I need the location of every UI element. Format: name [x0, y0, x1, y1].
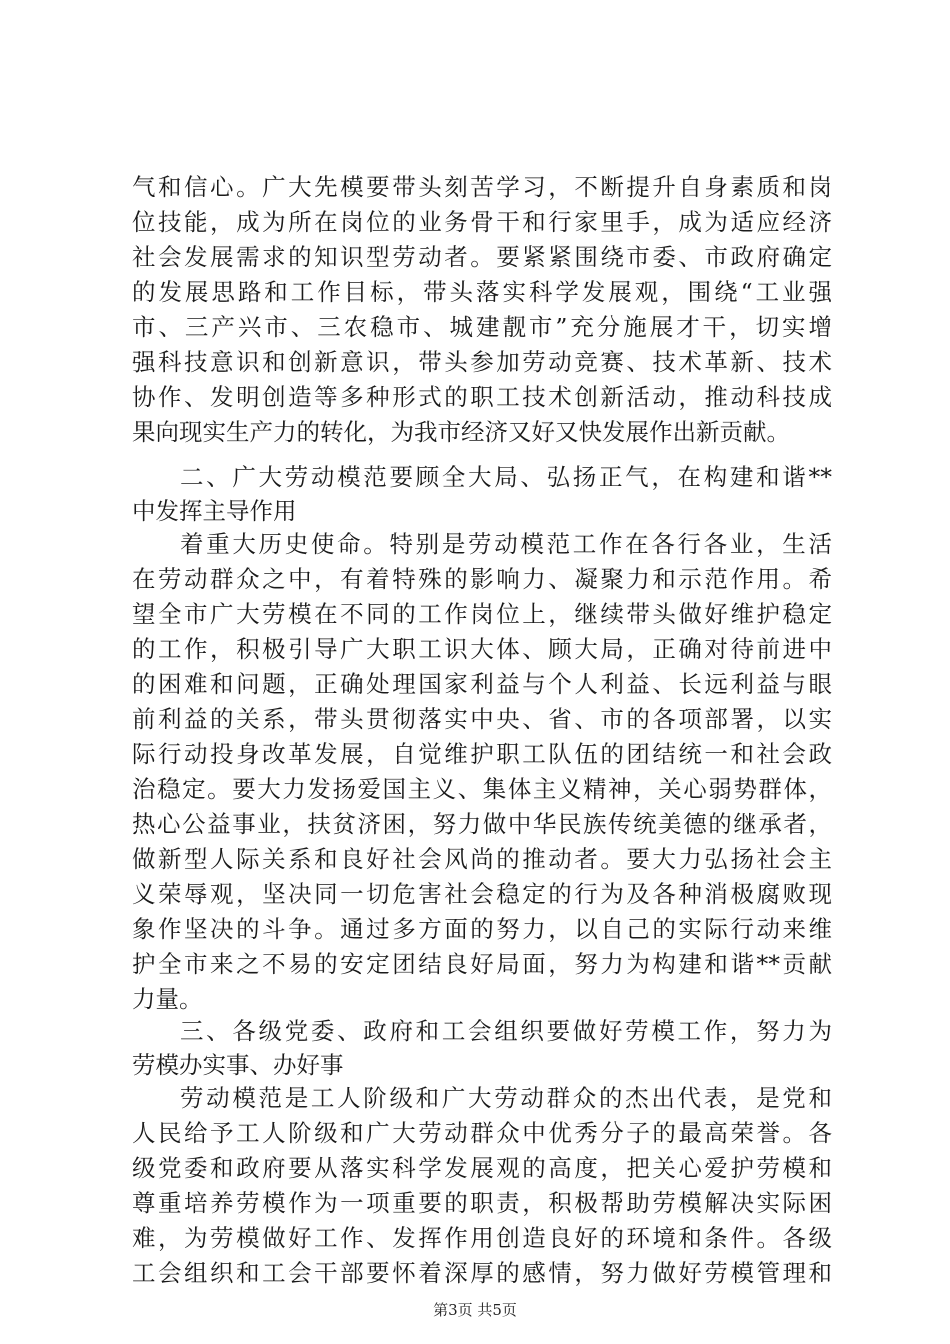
paragraph-line: 级党委和政府要从落实科学发展观的高度，把关心爱护劳模和	[132, 1154, 832, 1182]
paragraph-line: 果向现实生产力的转化，为我市经济又好又快发展作出新贡献。	[132, 418, 790, 446]
paragraph-line: 护全市来之不易的安定团结良好局面，努力为构建和谐**贡献	[132, 950, 832, 978]
paragraph-line: 劳动模范是工人阶级和广大劳动群众的杰出代表，是党和	[180, 1084, 832, 1112]
paragraph-line: 的困难和问题，正确处理国家利益与个人利益、长远利益与眼	[132, 670, 832, 698]
paragraph-line: 热心公益事业，扶贫济困，努力做中华民族传统美德的继承者，	[132, 810, 832, 838]
paragraph-line: 市、三产兴市、三农稳市、城建靓市”充分施展才干，切实增	[132, 313, 832, 341]
section-heading-line: 二、广大劳动模范要顾全大局、弘扬正气，在构建和谐**	[180, 463, 832, 491]
section-heading-line: 中发挥主导作用	[132, 497, 297, 525]
paragraph-line: 工会组织和工会干部要怀着深厚的感情，努力做好劳模管理和	[132, 1259, 832, 1287]
paragraph-line: 的发展思路和工作目标，带头落实科学发展观，围绕“工业强	[132, 278, 832, 306]
paragraph-line: 难，为劳模做好工作、发挥作用创造良好的环境和条件。各级	[132, 1224, 832, 1252]
paragraph-line: 治稳定。要大力发扬爱国主义、集体主义精神，关心弱势群体，	[132, 775, 832, 803]
paragraph-line: 强科技意识和创新意识，带头参加劳动竞赛、技术革新、技术	[132, 348, 832, 376]
paragraph-line: 际行动投身改革发展，自觉维护职工队伍的团结统一和社会政	[132, 740, 832, 768]
paragraph-line: 人民给予工人阶级和广大劳动群众中优秀分子的最高荣誉。各	[132, 1119, 832, 1147]
paragraph-line: 象作坚决的斗争。通过多方面的努力，以自己的实际行动来维	[132, 915, 832, 943]
paragraph-line: 气和信心。广大先模要带头刻苦学习，不断提升自身素质和岗	[132, 173, 832, 201]
paragraph-line: 做新型人际关系和良好社会风尚的推动者。要大力弘扬社会主	[132, 845, 832, 873]
section-heading-line: 三、各级党委、政府和工会组织要做好劳模工作，努力为	[180, 1017, 832, 1045]
paragraph-line: 的工作，积极引导广大职工识大体、顾大局，正确对待前进中	[132, 635, 832, 663]
paragraph-line: 尊重培养劳模作为一项重要的职责，积极帮助劳模解决实际困	[132, 1189, 832, 1217]
paragraph-line: 协作、发明创造等多种形式的职工技术创新活动，推动科技成	[132, 383, 832, 411]
paragraph-line: 位技能，成为所在岗位的业务骨干和行家里手，成为适应经济	[132, 208, 832, 236]
section-heading-line: 劳模办实事、办好事	[132, 1051, 344, 1079]
paragraph-line: 着重大历史使命。特别是劳动模范工作在各行各业，生活	[180, 530, 832, 558]
paragraph-line: 社会发展需求的知识型劳动者。要紧紧围绕市委、市政府确定	[132, 243, 832, 271]
paragraph-line: 义荣辱观，坚决同一切危害社会稳定的行为及各种消极腐败现	[132, 880, 832, 908]
page-number-footer: 第3页 共5页	[433, 1301, 517, 1319]
paragraph-line: 力量。	[132, 985, 203, 1013]
paragraph-line: 望全市广大劳模在不同的工作岗位上，继续带头做好维护稳定	[132, 600, 832, 628]
paragraph-line: 在劳动群众之中，有着特殊的影响力、凝聚力和示范作用。希	[132, 565, 832, 593]
paragraph-line: 前利益的关系，带头贯彻落实中央、省、市的各项部署，以实	[132, 705, 832, 733]
